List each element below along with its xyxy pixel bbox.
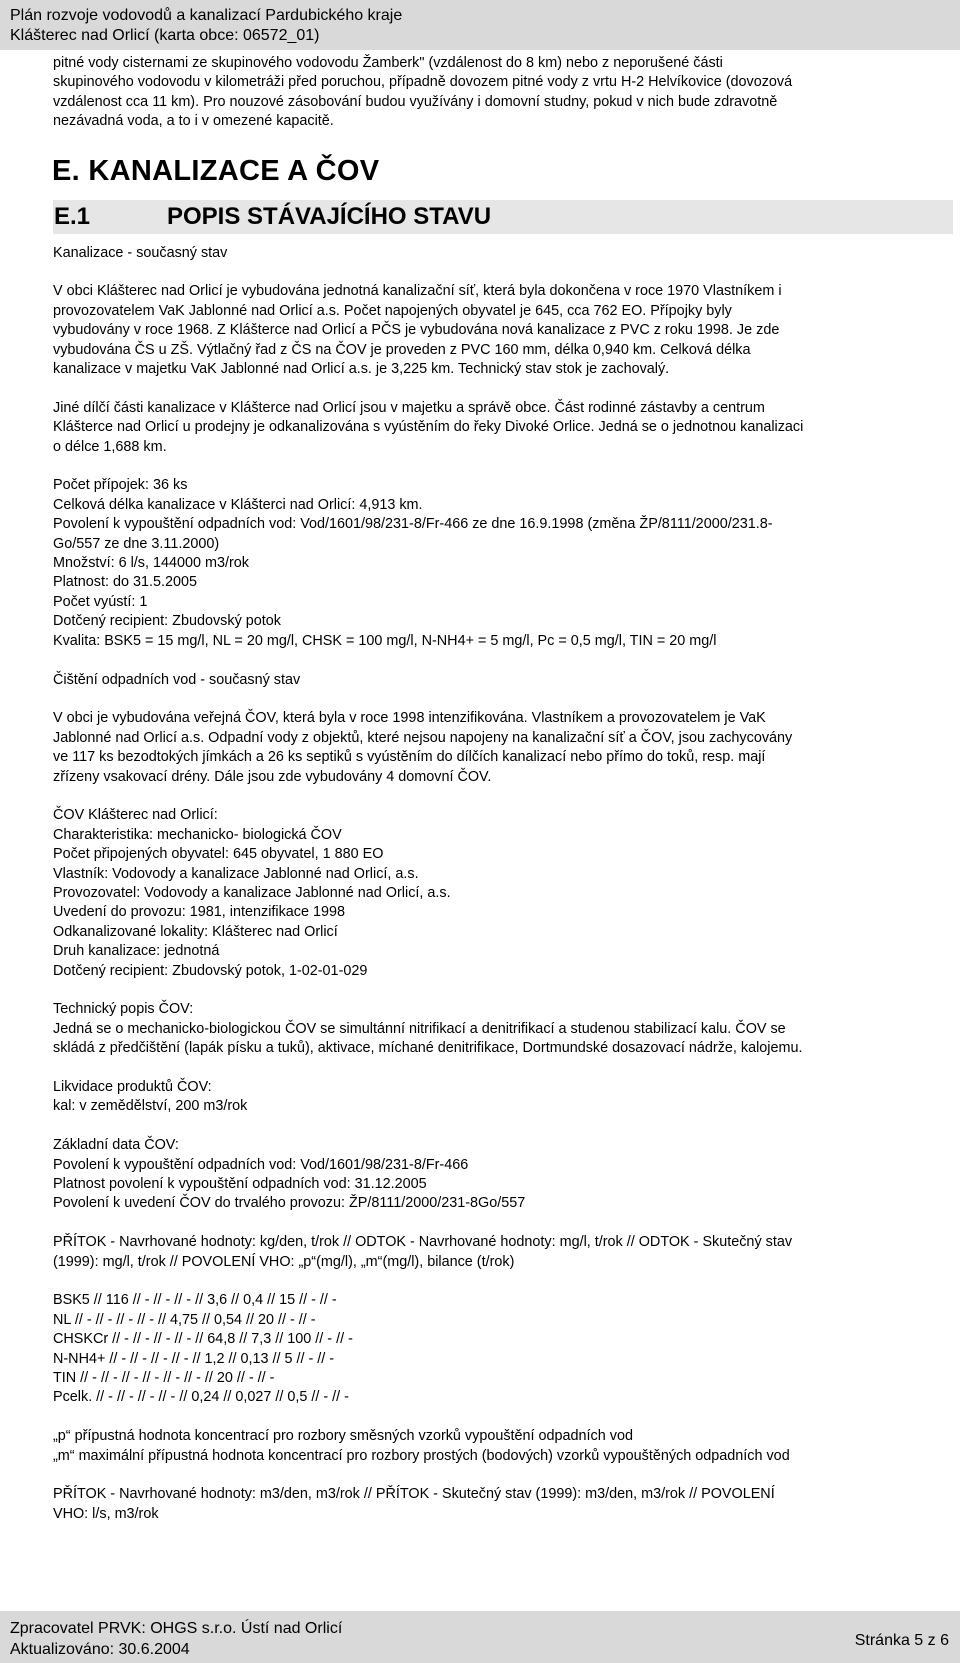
text-line: VHO: l/s, m3/rok — [53, 1505, 159, 1522]
text-line: PŘÍTOK - Navrhované hodnoty: m3/den, m3/rok // PŘÍTOK - Skutečný stav (1999): m3/den, m3/rok // POVOLENÍ — [53, 1486, 775, 1503]
text-line: pitné vody cisternami ze skupinového vodovodu Žamberk" (vzdálenost do 8 km) nebo z neporušené části — [53, 55, 723, 71]
text-line: Množství: 6 l/s, 144000 m3/rok — [53, 555, 249, 572]
cisteni-paragraph-1 — [53, 709, 953, 787]
kanalizace-paragraph-1 — [53, 282, 953, 379]
text-line: „p“ přípustná hodnota koncentrací pro rozbory směsných vzorků vypouštění odpadních vod — [53, 1428, 633, 1445]
footer-author: Zpracovatel PRVK: OHGS s.r.o. Ústí nad Orlicí — [10, 1620, 343, 1637]
cov-product-disposal — [53, 1078, 953, 1117]
page-header — [0, 0, 960, 50]
intro-paragraph — [53, 54, 953, 132]
text-line: Uvedení do provozu: 1981, intenzifikace 1998 — [53, 904, 346, 921]
text-line: Jedná se o mechanicko-biologickou ČOV se simultánní nitrifikací a denitrifikací a studenou stabilizací kalu. ČOV se — [53, 1020, 786, 1037]
text-line: V obci Klášterec nad Orlicí je vybudována jednotná kanalizační síť, která byla dokončena v roce 1970 Vlastníkem i — [53, 283, 782, 300]
text-line: Jablonné nad Orlicí a.s. Odpadní vody z objektů, které nejsou napojeny na kanalizační síť a ČOV, jsou zachycovány — [53, 729, 793, 746]
value-notes — [53, 1427, 953, 1466]
section-heading: E. KANALIZACE A ČOV — [52, 154, 380, 187]
value-row: CHSKCr // - // - // - // - // 64,8 // 7,3 // 100 // - // - — [53, 1331, 353, 1348]
text-line: Platnost: do 31.5.2005 — [53, 574, 198, 591]
text-line: skupinového vodovodu v kilometráži před poruchou, případně dovozem pitné vody z vrtu H-2 Helvíkovice (dovozová — [53, 74, 793, 91]
text-line: provozovatelem VaK Jablonné nad Orlicí a.s. Počet napojených obyvatel je 645, cca 762 EO. Přípojky byly — [53, 302, 732, 319]
text-line: Celková délka kanalizace v Klášterci nad Orlicí: 4,913 km. — [53, 496, 423, 513]
subsection-number: E.1 — [54, 202, 91, 230]
text-line: ČOV Klášterec nad Orlicí: — [53, 807, 218, 824]
text-line: Jiné dílčí části kanalizace v Klášterce nad Orlicí jsou v majetku a správě obce. Část rodinné zástavby a centrum — [53, 399, 765, 416]
page-number: Stránka 5 z 6 — [854, 1632, 949, 1649]
subsection-title: POPIS STÁVAJÍCÍHO STAVU — [167, 202, 492, 230]
text-line: Vlastník: Vodovody a kanalizace Jablonné nad Orlicí, a.s. — [53, 865, 419, 882]
text-line: Platnost povolení k vypouštění odpadních vod: 31.12.2005 — [53, 1175, 427, 1192]
text-line: vybudovány v roce 1968. Z Klášterce nad Orlicí a PČS je vybudována nová kanalizace z PVC z roku 1998. Je zde — [53, 322, 780, 339]
text-line: Dotčený recipient: Zbudovský potok, 1-02-01-029 — [53, 962, 368, 979]
text-line: Počet přípojek: 36 ks — [53, 477, 188, 494]
cisteni-label: Čištění odpadních vod - současný stav — [53, 671, 301, 688]
text-line: Kvalita: BSK5 = 15 mg/l, NL = 20 mg/l, CHSK = 100 mg/l, N-NH4+ = 5 mg/l, Pc = 0,5 mg/l, TIN = 20 mg/l — [53, 632, 717, 649]
value-row: BSK5 // 116 // - // - // - // 3,6 // 0,4 // 15 // - // - — [53, 1292, 337, 1309]
kanalizace-details — [53, 476, 953, 651]
cov-technical-description — [53, 1000, 953, 1058]
text-line: PŘÍTOK - Navrhované hodnoty: kg/den, t/rok // ODTOK - Navrhované hodnoty: mg/l, t/rok // ODTOK - Skutečný stav — [53, 1234, 793, 1251]
text-line: Druh kanalizace: jednotná — [53, 943, 220, 960]
value-row: N-NH4+ // - // - // - // - // 1,2 // 0,13 // 5 // - // - — [53, 1350, 335, 1367]
inflow-legend-2 — [53, 1485, 953, 1524]
text-line: ve 117 ks bezodtokých jímkách a 26 ks septiků s vyústěním do dílčích kanalizací nebo přímo do toků, resp. mají — [53, 749, 766, 766]
pollutant-values — [53, 1291, 953, 1407]
cov-details — [53, 806, 953, 981]
text-line: o délce 1,688 km. — [53, 438, 167, 455]
value-row: NL // - // - // - // - // 4,75 // 0,54 // 20 // - // - — [53, 1311, 316, 1328]
text-line: kal: v zemědělství, 200 m3/rok — [53, 1098, 248, 1115]
value-row: Pcelk. // - // - // - // - // 0,24 // 0,027 // 0,5 // - // - — [53, 1389, 349, 1406]
text-line: skládá z předčištění (lapák písku a tuků), aktivace, míchané denitrifikace, Dortmundské dosazovací nádrže, kalojemu. — [53, 1040, 803, 1057]
kanalizace-label: Kanalizace - současný stav — [53, 244, 228, 261]
text-line: kanalizace v majetku VaK Jablonné nad Orlicí a.s. je 3,225 km. Technický stav stok je zachovalý. — [53, 361, 670, 378]
footer-updated: Aktualizováno: 30.6.2004 — [10, 1641, 190, 1658]
text-line: zřízeny vsakovací drény. Dále jsou zde vybudovány 4 domovní ČOV. — [53, 768, 492, 785]
text-line: „m“ maximální přípustná hodnota koncentrací pro rozbory prostých (bodových) vzorků vypouštěných odpadních vod — [53, 1447, 790, 1464]
text-line: (1999): mg/l, t/rok // POVOLENÍ VHO: „p“(mg/l), „m“(mg/l), bilance (t/rok) — [53, 1253, 515, 1270]
text-line: vzdálenost cca 11 km). Pro nouzové zásobování budou využívány i domovní studny, pokud v nich bude zdravotně — [53, 93, 778, 110]
document-body — [53, 54, 953, 1524]
text-line: V obci je vybudována veřejná ČOV, která byla v roce 1998 intenzifikována. Vlastníkem a provozovatelem je VaK — [53, 710, 766, 727]
text-line: Odkanalizované lokality: Klášterec nad Orlicí — [53, 923, 338, 940]
kanalizace-paragraph-2 — [53, 399, 953, 457]
text-line: Provozovatel: Vodovody a kanalizace Jablonné nad Orlicí, a.s. — [53, 884, 451, 901]
value-row: TIN // - // - // - // - // - // - // 20 // - // - — [53, 1370, 275, 1387]
text-line: Klášterce nad Orlicí u prodejny je odkanalizována s vyústěním do řeky Divoké Orlice. Jedná se o jednotnou kanalizaci — [53, 419, 804, 436]
text-line: Likvidace produktů ČOV: — [53, 1078, 212, 1095]
text-line: Počet vyústí: 1 — [53, 593, 148, 610]
inflow-outflow-legend — [53, 1233, 953, 1272]
text-line: Dotčený recipient: Zbudovský potok — [53, 613, 281, 630]
subsection-heading — [53, 200, 953, 234]
text-line: Technický popis ČOV: — [53, 1001, 194, 1018]
page-footer — [0, 1611, 960, 1663]
text-line: Počet připojených obyvatel: 645 obyvatel, 1 880 EO — [53, 846, 384, 863]
text-line: vybudována ČS u ZŠ. Výtlačný řad z ČS na ČOV je proveden z PVC 160 mm, délka 0,940 km. Celková délka — [53, 341, 751, 358]
text-line: nezávadná voda, a to i v omezené kapacitě. — [53, 113, 334, 130]
header-title: Plán rozvoje vodovodů a kanalizací Pardubického kraje — [10, 7, 403, 24]
text-line: Základní data ČOV: — [53, 1137, 179, 1154]
text-line: Povolení k uvedení ČOV do trvalého provozu: ŽP/8111/2000/231-8Go/557 — [53, 1195, 526, 1212]
text-line: Povolení k vypouštění odpadních vod: Vod/1601/98/231-8/Fr-466 — [53, 1156, 469, 1173]
text-line: Charakteristika: mechanicko- biologická ČOV — [53, 826, 342, 843]
header-subtitle: Klášterec nad Orlicí (karta obce: 06572_01) — [10, 27, 320, 44]
text-line: Go/557 ze dne 3.11.2000) — [53, 535, 220, 552]
text-line: Povolení k vypouštění odpadních vod: Vod/1601/98/231-8/Fr-466 ze dne 16.9.1998 (změna ŽP/8111/2000/231.8- — [53, 516, 773, 533]
cov-basic-data — [53, 1136, 953, 1214]
